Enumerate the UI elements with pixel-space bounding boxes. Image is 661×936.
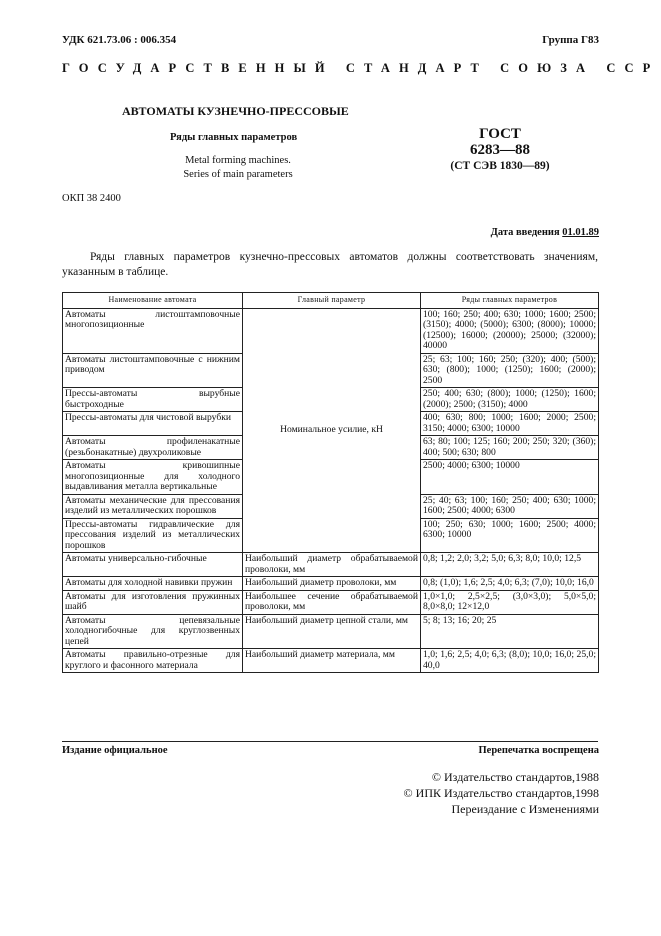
document-subtitle: Ряды главных параметров xyxy=(170,132,298,143)
parameter-values: 63; 80; 100; 125; 160; 200; 250; 320; (360); 400; 500; 630; 800 xyxy=(421,436,599,460)
main-parameter: Наибольший диаметр проволоки, мм xyxy=(243,577,421,591)
main-parameter: Наибольшее сечение обрабатываемой проволоки, мм xyxy=(243,590,421,614)
english-title-line1: Metal forming machines. xyxy=(185,155,291,166)
parameter-values: 25; 63; 100; 160; 250; (320); 400; (500); 630; (800); 1000; (1250); 1600; (2000); 2500 xyxy=(421,353,599,388)
standard-banner: ГОСУДАРСТВЕННЫЙ СТАНДАРТ СОЮЗА ССР xyxy=(62,61,660,75)
parameter-values: 25; 40; 63; 100; 160; 250; 400; 630; 1000; 1600; 2500; 4000; 6300 xyxy=(421,494,599,518)
date-label: Дата введения xyxy=(490,227,560,238)
main-parameter: Наибольший диаметр обрабатываемой проволоки, мм xyxy=(243,553,421,577)
parameter-values: 1,0×1,0; 2,5×2,5; (3,0×3,0); 5,0×5,0; 8,0×8,0; 12×12,0 xyxy=(421,590,599,614)
shared-parameter: Номинальное усилие, кН xyxy=(243,308,421,553)
official-edition: Издание официальное xyxy=(62,745,168,756)
parameter-values: 400; 630; 800; 1000; 1600; 2000; 2500; 3150; 4000; 6300; 10000 xyxy=(421,412,599,436)
intro-paragraph: Ряды главных параметров кузнечно-прессовых автоматов должны соответствовать значениям, указанным в таблице. xyxy=(62,251,598,278)
machine-name: Автоматы для холодной навивки пружин xyxy=(63,577,243,591)
document-title: АВТОМАТЫ КУЗНЕЧНО-ПРЕССОВЫЕ xyxy=(122,104,349,118)
reprint-notice: Перепечатка воспрещена xyxy=(478,745,599,756)
machine-name: Автоматы механические для прессования изделий из металлических порошков xyxy=(63,494,243,518)
parameter-values: 2500; 4000; 6300; 10000 xyxy=(421,460,599,495)
machine-name: Прессы-автоматы гидравлические для прессования изделий из металлических порошков xyxy=(63,518,243,553)
footer-divider xyxy=(62,741,598,742)
parameter-values: 250; 400; 630; (800); 1000; (1250); 1600; (2000); 2500; (3150); 4000 xyxy=(421,388,599,412)
header-machine-name: Наименование автомата xyxy=(63,293,243,309)
parameter-values: 5; 8; 13; 16; 20; 25 xyxy=(421,614,599,649)
table-row xyxy=(63,577,599,591)
group-code: Группа Г83 xyxy=(542,34,599,46)
gost-sev: (СТ СЭВ 1830—89) xyxy=(450,160,550,172)
machine-name: Прессы-автоматы для чистовой вырубки xyxy=(63,412,243,436)
parameter-values: 100; 160; 250; 400; 630; 1000; 1600; 2500; (3150); 4000; (5000); 6300; (8000); 10000; (12500); 16000; (20000); 25000; (32000); 40000 xyxy=(421,308,599,353)
english-title-line2: Series of main parameters xyxy=(183,169,293,180)
machine-name: Автоматы кривошипные многопозиционные для холодного выдавливания металла вертикальные xyxy=(63,460,243,495)
copyright-1998: © ИПК Издательство стандартов,1998 xyxy=(403,786,599,800)
okp-code: ОКП 38 2400 xyxy=(62,193,121,204)
header-main-parameter: Главный параметр xyxy=(243,293,421,309)
machine-name: Автоматы профиленакатные (резьбонакатные) двухроликовые xyxy=(63,436,243,460)
machine-name: Автоматы для изготовления пружинных шайб xyxy=(63,590,243,614)
machine-name: Автоматы универсально-гибочные xyxy=(63,553,243,577)
machine-name: Прессы-автоматы вырубные быстроходные xyxy=(63,388,243,412)
reissue-note: Переиздание с Изменениями xyxy=(451,802,599,816)
udk-code: УДК 621.73.06 : 006.354 xyxy=(62,34,177,46)
copyright-1988: © Издательство стандартов,1988 xyxy=(431,770,599,784)
machine-name: Автоматы листоштамповочные многопозиционные xyxy=(63,308,243,353)
parameter-values: 100; 250; 630; 1000; 1600; 2500; 4000; 6300; 10000 xyxy=(421,518,599,553)
date-value: 01.01.89 xyxy=(562,227,599,238)
table-header-row xyxy=(63,293,599,309)
header-parameter-series: Ряды главных параметров xyxy=(421,293,599,309)
table-row xyxy=(63,590,599,614)
parameter-values: 0,8; 1,2; 2,0; 3,2; 5,0; 6,3; 8,0; 10,0; 12,5 xyxy=(421,553,599,577)
table-row xyxy=(63,614,599,649)
table-row xyxy=(63,553,599,577)
parameter-values: 1,0; 1,6; 2,5; 4,0; 6,3; (8,0); 10,0; 16,0; 25,0; 40,0 xyxy=(421,649,599,673)
gost-block xyxy=(425,126,575,174)
main-parameter: Наибольший диаметр цепной стали, мм xyxy=(243,614,421,649)
table-row xyxy=(63,308,599,353)
main-parameter: Наибольший диаметр материала, мм xyxy=(243,649,421,673)
english-title xyxy=(176,154,300,182)
machine-name: Автоматы правильно-отрезные для круглого и фасонного материала xyxy=(63,649,243,673)
gost-number: 6283—88 xyxy=(470,142,530,158)
introduction-date xyxy=(491,227,599,238)
machine-name: Автоматы цепевязальные холодногибочные для круглозвенных цепей xyxy=(63,614,243,649)
table-row xyxy=(63,649,599,673)
parameter-values: 0,8; (1,0); 1,6; 2,5; 4,0; 6,3; (7,0); 10,0; 16,0 xyxy=(421,577,599,591)
machine-name: Автоматы листоштамповочные с нижним приводом xyxy=(63,353,243,388)
gost-label: ГОСТ xyxy=(479,126,521,142)
parameters-table xyxy=(62,292,599,673)
